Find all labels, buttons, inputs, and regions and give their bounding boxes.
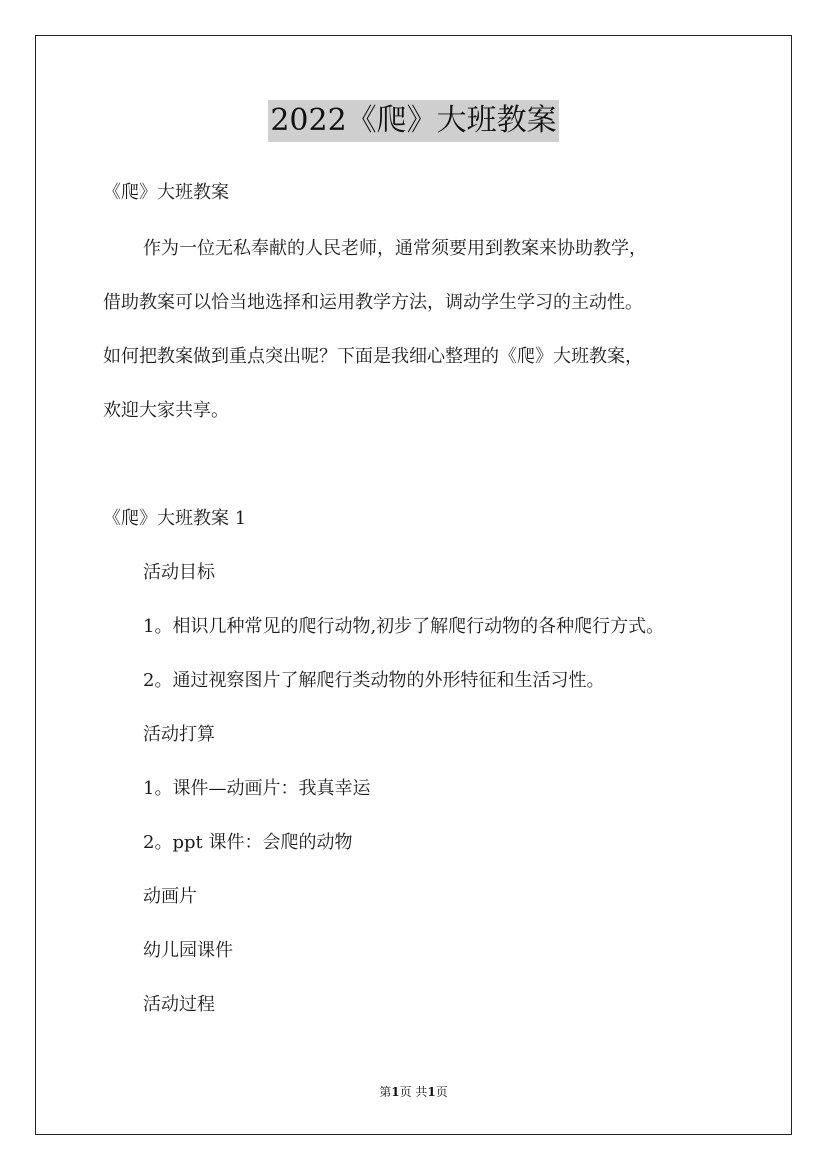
- footer-mid: 页 共: [399, 1085, 428, 1099]
- intro-line-4: 欢迎大家共享。: [103, 400, 229, 421]
- intro-line-2: 借助教案可以恰当地选择和运用教学方法，调动学生学习的主动性。: [103, 292, 643, 313]
- page-footer: [0, 1084, 827, 1100]
- footer-page-number: 1: [391, 1085, 400, 1099]
- document-title: 2022《爬》大班教案: [268, 100, 558, 142]
- body-line-goal-1: 1。相识几种常见的爬行动物,初步了解爬行动物的各种爬行方式。: [143, 616, 665, 637]
- body-line-activity-goals: 活动目标: [143, 562, 215, 583]
- body-line-activity-prep: 活动打算: [143, 724, 215, 745]
- intro-line-3: 如何把教案做到重点突出呢？下面是我细心整理的《爬》大班教案，: [103, 346, 643, 367]
- title-container: [0, 100, 827, 142]
- footer-suffix: 页: [435, 1085, 448, 1099]
- body-line-courseware: 幼儿园课件: [143, 940, 233, 961]
- body-line-prep-1: 1。课件—动画片：我真幸运: [143, 778, 371, 799]
- body-line-animation: 动画片: [143, 886, 197, 907]
- body-line-goal-2: 2。通过视察图片了解爬行类动物的外形特征和生活习性。: [143, 670, 605, 691]
- section-heading: 《爬》大班教案 1: [103, 508, 247, 529]
- body-line-prep-2: 2。ppt 课件：会爬的动物: [143, 832, 353, 853]
- intro-line-1: 作为一位无私奉献的人民老师，通常须要用到教案来协助教学，: [143, 238, 647, 259]
- document-subtitle: 《爬》大班教案: [103, 182, 229, 203]
- footer-total-pages: 1: [427, 1085, 436, 1099]
- footer-prefix: 第: [379, 1085, 392, 1099]
- body-line-activity-process: 活动过程: [143, 994, 215, 1015]
